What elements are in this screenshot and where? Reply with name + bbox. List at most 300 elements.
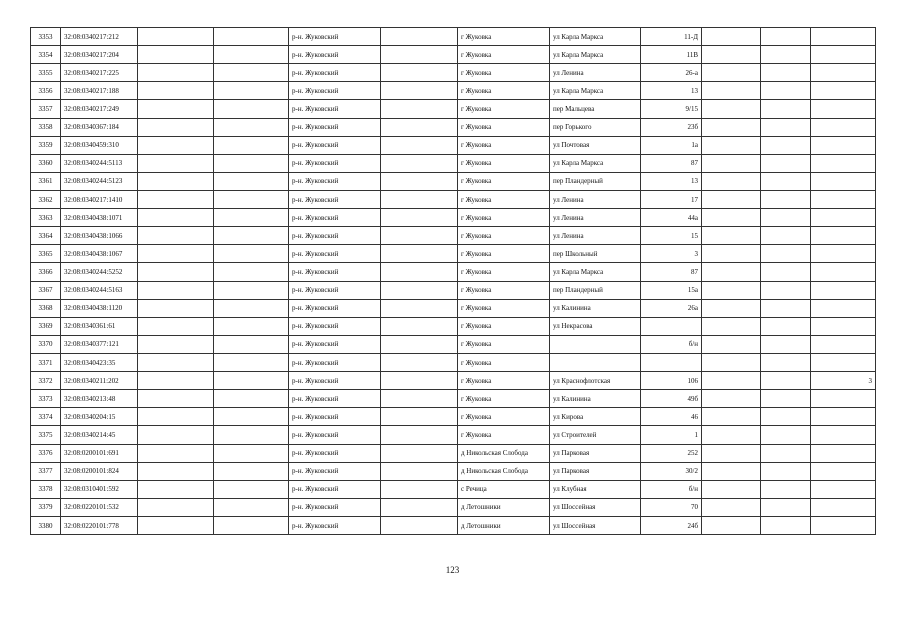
street-cell [550,335,641,353]
row-number-cell: 3370 [31,335,61,353]
empty-cell [702,372,761,390]
empty-cell [214,82,289,100]
empty-cell [761,172,811,190]
empty-cell [138,390,214,408]
house-number-cell: 87 [641,263,702,281]
empty-cell [381,172,458,190]
locality-cell: г Жуковка [458,299,550,317]
row-number-cell: 3360 [31,154,61,172]
table-row [31,28,876,46]
cadastral-number-cell: 32:08:0340361:61 [61,317,138,335]
empty-cell [381,154,458,172]
empty-cell [381,516,458,534]
empty-cell [381,335,458,353]
empty-cell [381,408,458,426]
empty-cell [214,426,289,444]
empty-cell [214,64,289,82]
empty-cell [702,480,761,498]
table-row [31,263,876,281]
empty-cell [381,64,458,82]
row-number-cell: 3376 [31,444,61,462]
empty-cell [138,245,214,263]
table-row [31,299,876,317]
row-number-cell: 3368 [31,299,61,317]
table-row [31,154,876,172]
empty-cell [381,281,458,299]
cadastral-number-cell: 32:08:0340217:249 [61,100,138,118]
district-cell: р-н. Жуковский [289,281,381,299]
empty-cell [381,190,458,208]
locality-cell: г Жуковка [458,426,550,444]
empty-cell [214,28,289,46]
row-number-cell: 3373 [31,390,61,408]
street-cell: ул Ленина [550,209,641,227]
street-cell: пер Пландерный [550,281,641,299]
extra-cell [811,154,876,172]
empty-cell [138,480,214,498]
row-number-cell: 3357 [31,100,61,118]
empty-cell [214,154,289,172]
district-cell: р-н. Жуковский [289,444,381,462]
row-number-cell: 3364 [31,227,61,245]
district-cell: р-н. Жуковский [289,408,381,426]
house-number-cell: б/н [641,480,702,498]
house-number-cell: 9/15 [641,100,702,118]
table-row [31,227,876,245]
empty-cell [214,190,289,208]
empty-cell [214,245,289,263]
street-cell: ул Калинина [550,299,641,317]
empty-cell [138,28,214,46]
table-row [31,408,876,426]
table-row [31,516,876,534]
cadastral-number-cell: 32:08:0340214:45 [61,426,138,444]
house-number-cell: 1а [641,136,702,154]
locality-cell: г Жуковка [458,281,550,299]
row-number-cell: 3361 [31,172,61,190]
locality-cell: г Жуковка [458,353,550,371]
empty-cell [214,136,289,154]
empty-cell [702,317,761,335]
empty-cell [138,82,214,100]
district-cell: р-н. Жуковский [289,353,381,371]
district-cell: р-н. Жуковский [289,498,381,516]
empty-cell [214,444,289,462]
table-row [31,498,876,516]
locality-cell: г Жуковка [458,227,550,245]
row-number-cell: 3380 [31,516,61,534]
empty-cell [702,118,761,136]
empty-cell [138,100,214,118]
house-number-cell: 13 [641,172,702,190]
house-number-cell: 13 [641,82,702,100]
extra-cell [811,426,876,444]
house-number-cell: 30/2 [641,462,702,480]
extra-cell [811,100,876,118]
extra-cell [811,172,876,190]
empty-cell [761,426,811,444]
locality-cell: г Жуковка [458,64,550,82]
extra-cell [811,516,876,534]
empty-cell [761,227,811,245]
cadastral-number-cell: 32:08:0340244:5123 [61,172,138,190]
empty-cell [381,28,458,46]
street-cell: ул Кирова [550,408,641,426]
district-cell: р-н. Жуковский [289,480,381,498]
empty-cell [761,100,811,118]
empty-cell [138,335,214,353]
row-number-cell: 3358 [31,118,61,136]
extra-cell [811,480,876,498]
extra-cell [811,335,876,353]
empty-cell [761,299,811,317]
row-number-cell: 3374 [31,408,61,426]
empty-cell [702,390,761,408]
empty-cell [702,299,761,317]
house-number-cell: 15 [641,227,702,245]
empty-cell [702,209,761,227]
empty-cell [761,462,811,480]
table-row [31,64,876,82]
empty-cell [761,372,811,390]
locality-cell: г Жуковка [458,46,550,64]
locality-cell: г Жуковка [458,82,550,100]
locality-cell: г Жуковка [458,245,550,263]
street-cell: ул Ленина [550,64,641,82]
locality-cell: д Летошники [458,498,550,516]
empty-cell [702,154,761,172]
row-number-cell: 3375 [31,426,61,444]
empty-cell [138,299,214,317]
empty-cell [702,408,761,426]
cadastral-number-cell: 32:08:0340377:121 [61,335,138,353]
empty-cell [381,444,458,462]
empty-cell [702,263,761,281]
empty-cell [761,390,811,408]
cadastral-number-cell: 32:08:0310401:592 [61,480,138,498]
empty-cell [761,190,811,208]
house-number-cell: 87 [641,154,702,172]
empty-cell [138,118,214,136]
house-number-cell: 49б [641,390,702,408]
empty-cell [381,227,458,245]
street-cell [550,353,641,371]
empty-cell [381,480,458,498]
house-number-cell: 11-Д [641,28,702,46]
cadastral-number-cell: 32:08:0340211:202 [61,372,138,390]
empty-cell [214,100,289,118]
locality-cell: г Жуковка [458,154,550,172]
empty-cell [761,498,811,516]
district-cell: р-н. Жуковский [289,46,381,64]
extra-cell [811,227,876,245]
table-row [31,245,876,263]
empty-cell [381,136,458,154]
table-row [31,118,876,136]
table-row [31,353,876,371]
empty-cell [761,28,811,46]
extra-cell [811,408,876,426]
empty-cell [702,136,761,154]
cadastral-number-cell: 32:08:0340217:225 [61,64,138,82]
table-row [31,480,876,498]
street-cell: ул Карла Маркса [550,28,641,46]
empty-cell [761,444,811,462]
district-cell: р-н. Жуковский [289,118,381,136]
house-number-cell: 106 [641,372,702,390]
district-cell: р-н. Жуковский [289,190,381,208]
extra-cell [811,209,876,227]
empty-cell [702,245,761,263]
empty-cell [214,299,289,317]
table-row [31,444,876,462]
locality-cell: д Летошники [458,516,550,534]
extra-cell [811,299,876,317]
locality-cell: г Жуковка [458,263,550,281]
row-number-cell: 3367 [31,281,61,299]
table-row [31,136,876,154]
empty-cell [381,426,458,444]
extra-cell [811,462,876,480]
empty-cell [761,154,811,172]
cadastral-number-cell: 32:08:0340204:15 [61,408,138,426]
extra-cell [811,82,876,100]
house-number-cell [641,317,702,335]
empty-cell [214,209,289,227]
district-cell: р-н. Жуковский [289,372,381,390]
empty-cell [138,372,214,390]
street-cell: ул Карла Маркса [550,46,641,64]
empty-cell [214,281,289,299]
empty-cell [761,408,811,426]
extra-cell [811,190,876,208]
empty-cell [138,408,214,426]
empty-cell [702,64,761,82]
cadastral-number-cell: 32:08:0340213:48 [61,390,138,408]
empty-cell [702,498,761,516]
row-number-cell: 3379 [31,498,61,516]
row-number-cell: 3365 [31,245,61,263]
locality-cell: г Жуковка [458,100,550,118]
row-number-cell: 3359 [31,136,61,154]
table-row [31,190,876,208]
extra-cell [811,46,876,64]
street-cell: ул Строителей [550,426,641,444]
row-number-cell: 3366 [31,263,61,281]
row-number-cell: 3355 [31,64,61,82]
street-cell: ул Почтовая [550,136,641,154]
locality-cell: г Жуковка [458,390,550,408]
empty-cell [214,498,289,516]
street-cell: пер Пландерный [550,172,641,190]
extra-cell [811,498,876,516]
district-cell: р-н. Жуковский [289,64,381,82]
empty-cell [702,172,761,190]
empty-cell [381,353,458,371]
empty-cell [138,498,214,516]
cadastral-number-cell: 32:08:0340438:1071 [61,209,138,227]
house-number-cell: 70 [641,498,702,516]
empty-cell [761,82,811,100]
empty-cell [214,227,289,245]
district-cell: р-н. Жуковский [289,245,381,263]
table-row [31,209,876,227]
extra-cell [811,64,876,82]
empty-cell [381,372,458,390]
house-number-cell [641,353,702,371]
district-cell: р-н. Жуковский [289,462,381,480]
empty-cell [214,172,289,190]
empty-cell [138,263,214,281]
empty-cell [214,390,289,408]
empty-cell [761,281,811,299]
district-cell: р-н. Жуковский [289,299,381,317]
street-cell: ул Калинина [550,390,641,408]
empty-cell [702,335,761,353]
district-cell: р-н. Жуковский [289,154,381,172]
locality-cell: г Жуковка [458,209,550,227]
records-table [30,27,876,535]
district-cell: р-н. Жуковский [289,172,381,190]
cadastral-number-cell: 32:08:0340438:1066 [61,227,138,245]
house-number-cell: 17 [641,190,702,208]
cadastral-number-cell: 32:08:0340438:1067 [61,245,138,263]
locality-cell: г Жуковка [458,335,550,353]
street-cell: ул Клубная [550,480,641,498]
empty-cell [702,426,761,444]
empty-cell [702,46,761,64]
locality-cell: д Никольская Слобода [458,462,550,480]
street-cell: ул Шоссейная [550,498,641,516]
empty-cell [381,263,458,281]
district-cell: р-н. Жуковский [289,100,381,118]
empty-cell [761,480,811,498]
empty-cell [138,227,214,245]
cadastral-number-cell: 32:08:0340367:184 [61,118,138,136]
table-row [31,100,876,118]
empty-cell [138,154,214,172]
street-cell: пер Школьный [550,245,641,263]
extra-cell [811,353,876,371]
empty-cell [702,28,761,46]
empty-cell [381,118,458,136]
house-number-cell: 1 [641,426,702,444]
empty-cell [702,516,761,534]
house-number-cell: 26а [641,299,702,317]
street-cell: ул Некрасова [550,317,641,335]
empty-cell [138,317,214,335]
house-number-cell: 252 [641,444,702,462]
locality-cell: г Жуковка [458,190,550,208]
empty-cell [381,390,458,408]
locality-cell: г Жуковка [458,317,550,335]
district-cell: р-н. Жуковский [289,82,381,100]
street-cell: ул Парковая [550,462,641,480]
empty-cell [381,299,458,317]
empty-cell [702,281,761,299]
table-row [31,46,876,64]
cadastral-number-cell: 32:08:0200101:824 [61,462,138,480]
cadastral-number-cell: 32:08:0220101:532 [61,498,138,516]
district-cell: р-н. Жуковский [289,426,381,444]
cadastral-number-cell: 32:08:0340244:5163 [61,281,138,299]
row-number-cell: 3369 [31,317,61,335]
street-cell: ул Шоссейная [550,516,641,534]
empty-cell [761,118,811,136]
cadastral-number-cell: 32:08:0340217:188 [61,82,138,100]
extra-cell: 3 [811,372,876,390]
empty-cell [761,335,811,353]
row-number-cell: 3371 [31,353,61,371]
street-cell: ул Ленина [550,190,641,208]
table-row [31,390,876,408]
row-number-cell: 3363 [31,209,61,227]
table-row [31,426,876,444]
extra-cell [811,136,876,154]
cadastral-number-cell: 32:08:0220101:778 [61,516,138,534]
cadastral-number-cell: 32:08:0340459:310 [61,136,138,154]
cadastral-number-cell: 32:08:0340217:212 [61,28,138,46]
empty-cell [702,353,761,371]
locality-cell: г Жуковка [458,28,550,46]
empty-cell [214,335,289,353]
empty-cell [702,227,761,245]
street-cell: ул Карла Маркса [550,82,641,100]
district-cell: р-н. Жуковский [289,209,381,227]
locality-cell: г Жуковка [458,172,550,190]
locality-cell: с Речица [458,480,550,498]
row-number-cell: 3372 [31,372,61,390]
empty-cell [138,281,214,299]
house-number-cell: 15а [641,281,702,299]
empty-cell [381,317,458,335]
empty-cell [138,426,214,444]
row-number-cell: 3353 [31,28,61,46]
house-number-cell: 26-а [641,64,702,82]
cadastral-number-cell: 32:08:0200101:691 [61,444,138,462]
empty-cell [138,172,214,190]
table-row [31,82,876,100]
district-cell: р-н. Жуковский [289,317,381,335]
empty-cell [138,136,214,154]
row-number-cell: 3354 [31,46,61,64]
table-row [31,335,876,353]
empty-cell [214,317,289,335]
empty-cell [761,516,811,534]
house-number-cell: 23б [641,118,702,136]
empty-cell [761,263,811,281]
cadastral-number-cell: 32:08:0340217:204 [61,46,138,64]
extra-cell [811,390,876,408]
empty-cell [381,46,458,64]
row-number-cell: 3377 [31,462,61,480]
extra-cell [811,118,876,136]
district-cell: р-н. Жуковский [289,227,381,245]
empty-cell [138,64,214,82]
district-cell: р-н. Жуковский [289,335,381,353]
empty-cell [138,190,214,208]
empty-cell [381,245,458,263]
empty-cell [381,209,458,227]
empty-cell [761,245,811,263]
locality-cell: д Никольская Слобода [458,444,550,462]
empty-cell [214,263,289,281]
empty-cell [138,353,214,371]
district-cell: р-н. Жуковский [289,263,381,281]
empty-cell [138,462,214,480]
empty-cell [761,209,811,227]
empty-cell [381,100,458,118]
